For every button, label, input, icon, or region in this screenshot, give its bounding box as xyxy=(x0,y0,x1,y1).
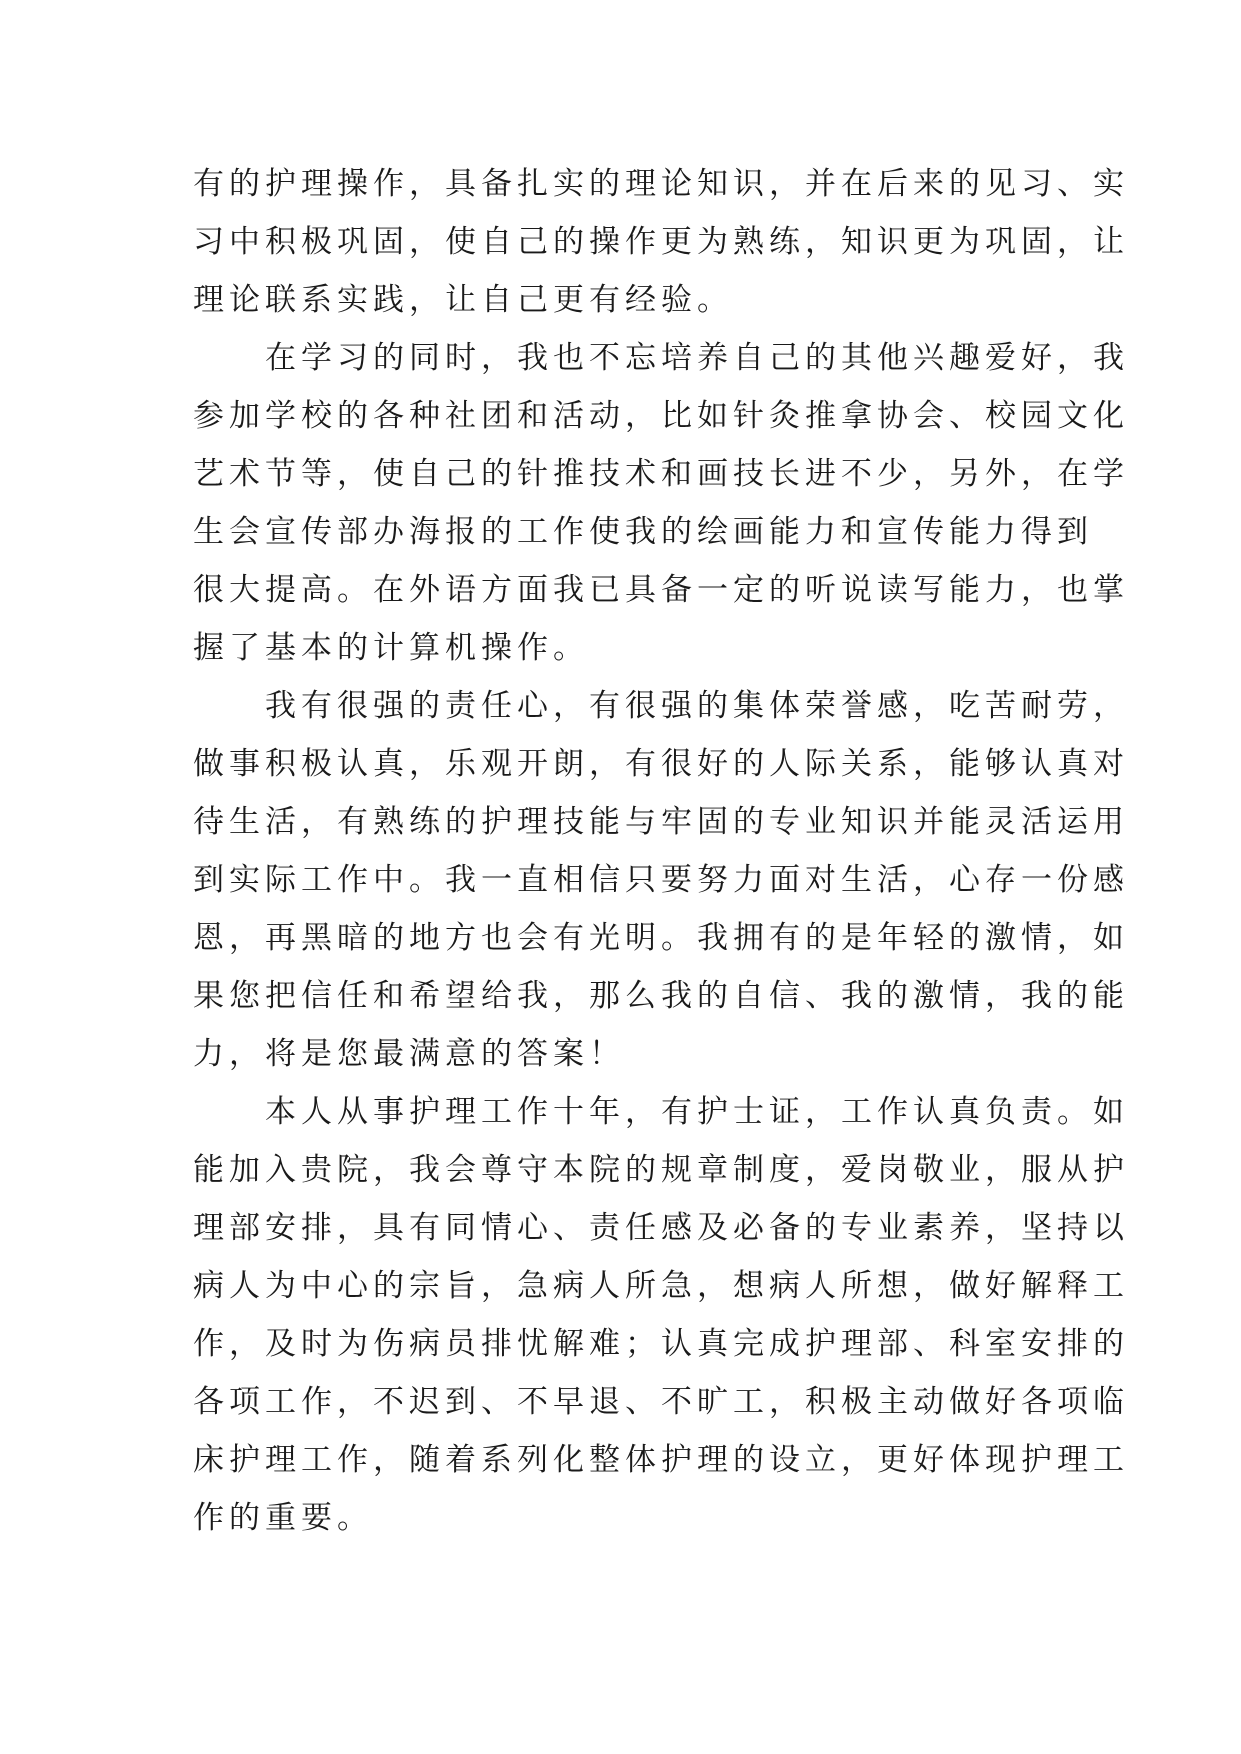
text-line: 艺术节等，使自己的针推技术和画技长进不少，另外，在学 xyxy=(193,456,1129,492)
text-line: 很大提高。在外语方面我已具备一定的听说读写能力，也掌 xyxy=(193,572,1129,608)
text-line: 恩，再黑暗的地方也会有光明。我拥有的是年轻的激情，如 xyxy=(193,920,1129,956)
paragraph-3 xyxy=(193,677,1129,1083)
paragraph-4 xyxy=(193,1083,1129,1547)
text-line: 到实际工作中。我一直相信只要努力面对生活，心存一份感 xyxy=(193,862,1129,898)
paragraph-2 xyxy=(193,329,1129,677)
document-body xyxy=(193,155,1129,1547)
text-line: 作，及时为伤病员排忧解难；认真完成护理部、科室安排的 xyxy=(193,1326,1129,1362)
text-line: 本人从事护理工作十年，有护士证，工作认真负责。如 xyxy=(265,1094,1129,1130)
text-line: 参加学校的各种社团和活动，比如针灸推拿协会、校园文化 xyxy=(193,398,1129,434)
text-line: 病人为中心的宗旨，急病人所急，想病人所想，做好解释工 xyxy=(193,1268,1129,1304)
text-line: 待生活，有熟练的护理技能与牢固的专业知识并能灵活运用 xyxy=(193,804,1129,840)
text-line: 力，将是您最满意的答案！ xyxy=(193,1036,625,1072)
text-line: 床护理工作，随着系列化整体护理的设立，更好体现护理工 xyxy=(193,1442,1129,1478)
text-line: 理部安排，具有同情心、责任感及必备的专业素养，坚持以 xyxy=(193,1210,1129,1246)
text-line: 握了基本的计算机操作。 xyxy=(193,630,589,666)
text-line: 能加入贵院，我会尊守本院的规章制度，爱岗敬业，服从护 xyxy=(193,1152,1129,1188)
text-line: 在学习的同时，我也不忘培养自己的其他兴趣爱好，我 xyxy=(265,340,1129,376)
text-line: 做事积极认真，乐观开朗，有很好的人际关系，能够认真对 xyxy=(193,746,1129,782)
text-line: 我有很强的责任心，有很强的集体荣誉感，吃苦耐劳， xyxy=(265,688,1129,724)
text-line: 各项工作，不迟到、不早退、不旷工，积极主动做好各项临 xyxy=(193,1384,1129,1420)
text-line: 习中积极巩固，使自己的操作更为熟练，知识更为巩固，让 xyxy=(193,224,1129,260)
paragraph-1 xyxy=(193,155,1129,329)
text-line: 理论联系实践，让自己更有经验。 xyxy=(193,282,733,318)
text-line: 有的护理操作，具备扎实的理论知识，并在后来的见习、实 xyxy=(193,166,1129,202)
text-line: 生会宣传部办海报的工作使我的绘画能力和宣传能力得到 xyxy=(193,514,1093,550)
text-line: 作的重要。 xyxy=(193,1500,373,1536)
text-line: 果您把信任和希望给我，那么我的自信、我的激情，我的能 xyxy=(193,978,1129,1014)
